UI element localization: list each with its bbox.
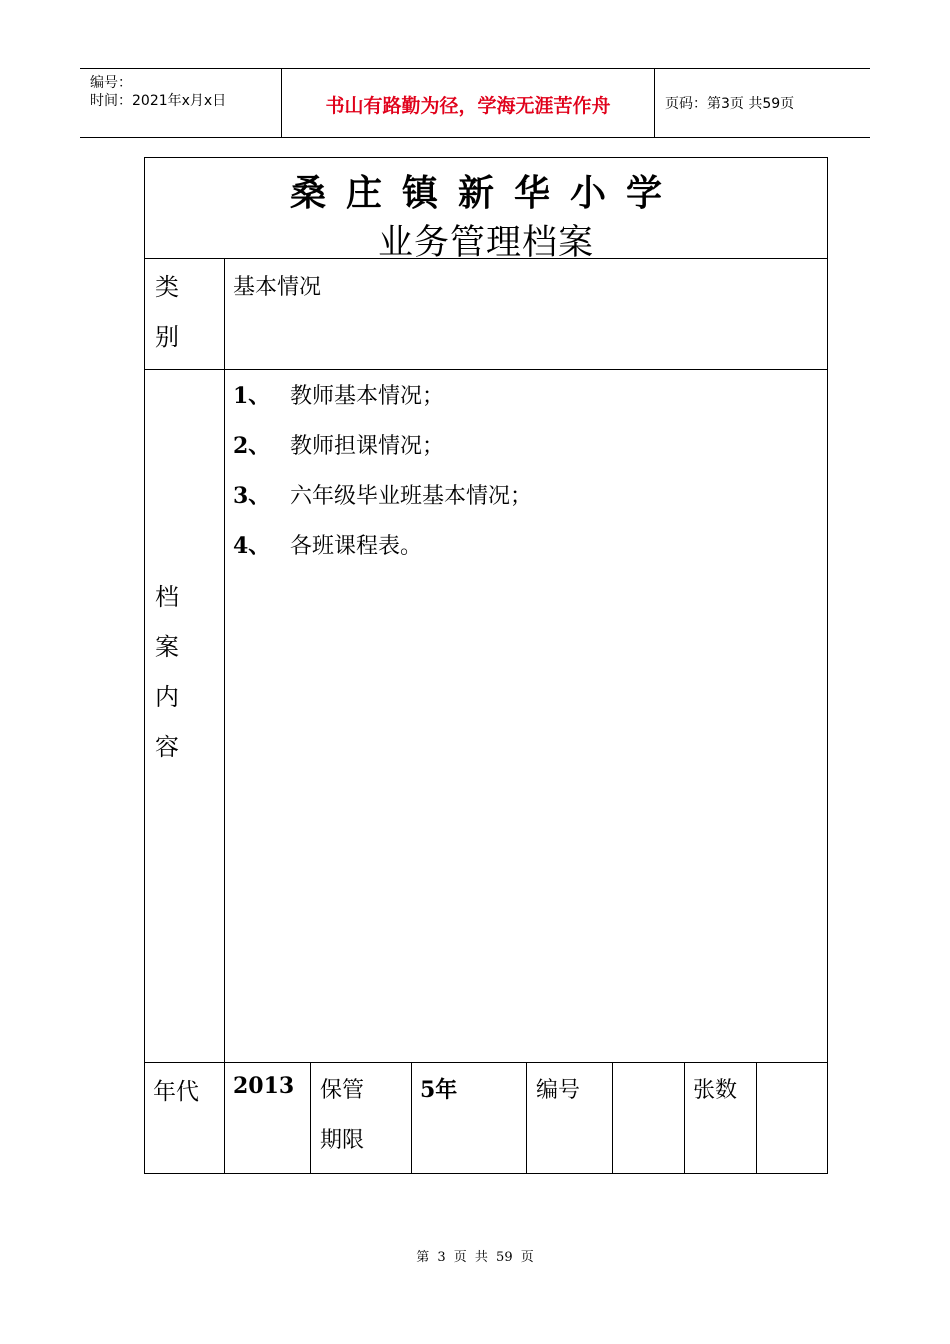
table-border-top — [144, 157, 828, 158]
list-item-number: 4、 — [233, 533, 271, 559]
bottom-divider-6 — [756, 1062, 757, 1174]
year-label: 年代 — [153, 1079, 199, 1105]
doc-time-label: 时间：2021年x月x日 — [90, 93, 227, 109]
table-border-bottom — [144, 1173, 828, 1174]
retention-value: 5年 — [420, 1077, 458, 1103]
table-border-right — [827, 157, 828, 1174]
category-label — [152, 262, 182, 362]
doc-number-label: 编号： — [90, 75, 132, 91]
row-divider-category — [144, 369, 828, 370]
list-item — [233, 379, 532, 429]
contents-label-char: 内 — [155, 683, 179, 711]
retention-label-line1: 保管 — [320, 1078, 365, 1103]
header-page-cell — [655, 69, 870, 137]
bottom-divider-4 — [612, 1062, 613, 1174]
list-item-number: 2、 — [233, 433, 271, 459]
contents-label-char: 案 — [155, 633, 179, 661]
year-value: 2013 — [233, 1073, 295, 1099]
list-item — [233, 429, 532, 479]
sheets-label: 张数 — [693, 1078, 738, 1103]
contents-label — [152, 572, 182, 772]
list-item-text: 各班课程表。 — [290, 534, 423, 559]
contents-list — [233, 379, 532, 579]
bottom-divider-3 — [526, 1062, 527, 1174]
list-item-text: 教师基本情况； — [290, 384, 445, 409]
page-header — [80, 68, 870, 138]
list-item-number: 3、 — [233, 483, 271, 509]
school-title: 桑庄镇新华小学 — [289, 172, 682, 214]
list-item-text: 六年级毕业班基本情况； — [290, 484, 533, 509]
label-column-divider — [224, 258, 225, 1174]
category-label-char: 别 — [155, 323, 179, 351]
list-item — [233, 529, 532, 579]
motto-text: 书山有路勤为径，学海无涯苦作舟 — [325, 95, 611, 117]
bottom-divider-5 — [684, 1062, 685, 1174]
header-meta-cell — [80, 69, 282, 137]
list-item — [233, 479, 532, 529]
archive-title: 业务管理档案 — [377, 223, 594, 263]
list-item-number: 1、 — [233, 383, 271, 409]
row-divider-contents — [144, 1062, 828, 1063]
header-motto-cell — [282, 69, 655, 137]
bottom-divider-1 — [310, 1062, 311, 1174]
number-label: 编号 — [536, 1078, 581, 1103]
list-item-text: 教师担课情况； — [290, 434, 445, 459]
category-label-char: 类 — [155, 273, 179, 301]
table-border-left — [144, 157, 145, 1174]
retention-label-line2: 期限 — [320, 1128, 365, 1153]
bottom-divider-2 — [411, 1062, 412, 1174]
page-info: 页码：第3页 共59页 — [665, 96, 795, 112]
contents-label-char: 档 — [155, 583, 179, 611]
archive-table — [144, 157, 828, 1174]
category-value: 基本情况 — [233, 275, 322, 300]
page-footer: 第 3 页 共 59 页 — [416, 1250, 534, 1265]
contents-label-char: 容 — [155, 733, 179, 761]
